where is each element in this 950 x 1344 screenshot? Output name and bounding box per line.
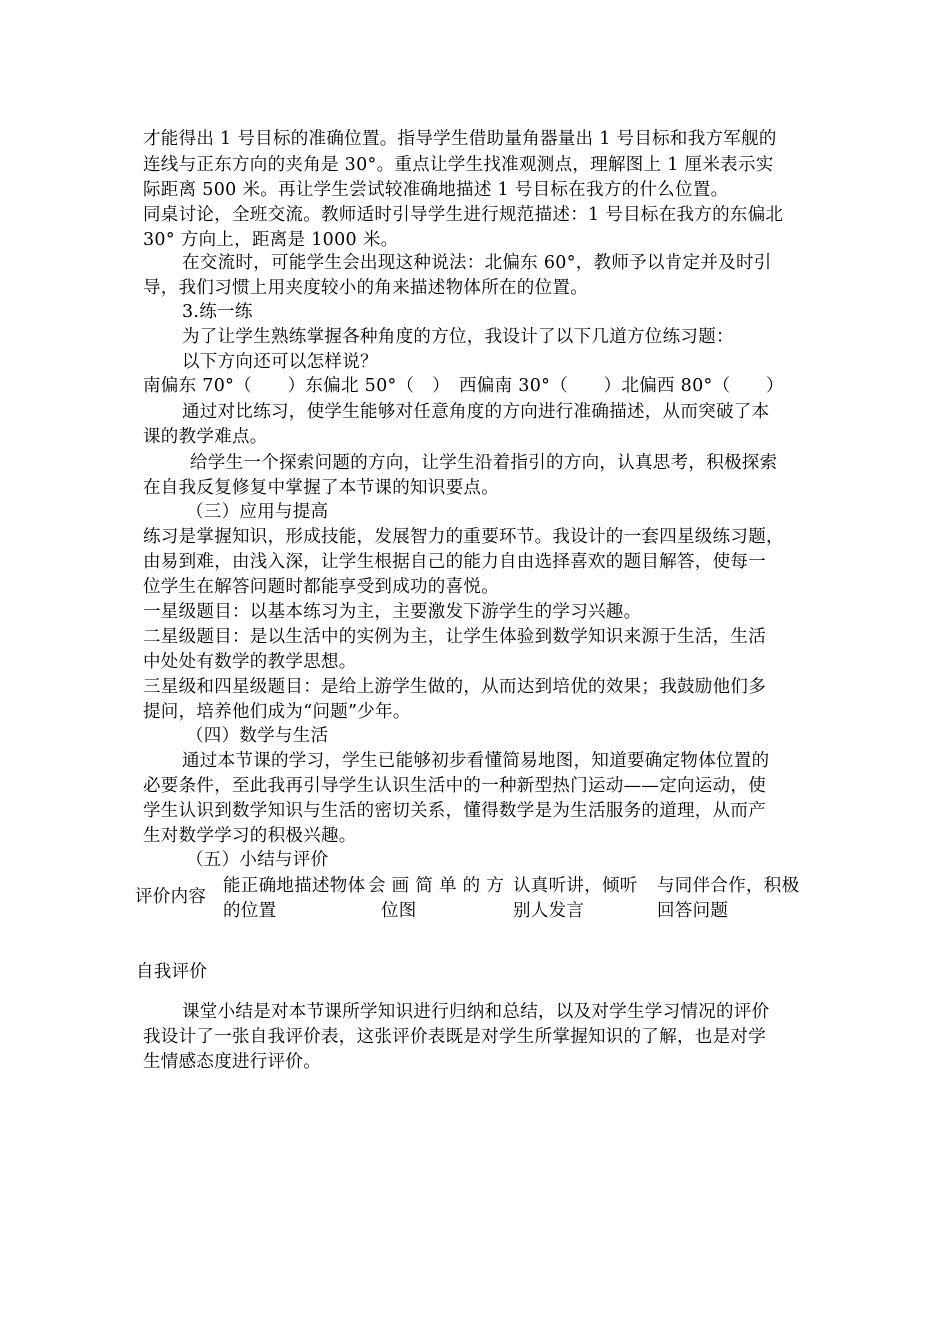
section-heading: 3.练一练: [182, 302, 253, 322]
section-heading: （五）小结与评价: [186, 850, 329, 870]
body-line: 练习是掌握知识，形成技能，发展智力的重要环节。我设计的一套四星级练习题，: [143, 527, 784, 547]
body-line: 通过对比练习，使学生能够对任意角度的方向进行准确描述，从而突破了本: [182, 402, 770, 422]
table-cell: 与同伴合作，积极: [657, 876, 800, 896]
body-line: 在交流时，可能学生会出现这种说法：北偏东 60°，教师予以肯定并及时引: [182, 253, 772, 273]
body-line: 在自我反复修复中掌握了本节课的知识要点。: [143, 478, 499, 498]
exercise-line: 南偏东 70°（ ）东偏北 50°（ ） 西偏南 30°（ ）北偏西 80°（ ）: [143, 376, 784, 396]
body-line: 同桌讨论，全班交流。教师适时引导学生进行规范描述：1 号目标在我方的东偏北: [143, 205, 784, 225]
section-heading: （四）数学与生活: [186, 726, 329, 746]
body-line: 学生认识到数学知识与生活的密切关系，懂得数学是为生活服务的道理，从而产: [143, 801, 766, 821]
body-line: 30° 方向上，距离是 1000 米。: [143, 230, 399, 250]
body-line: 才能得出 1 号目标的准确位置。指导学生借助量角器量出 1 号目标和我方军舰的: [143, 129, 777, 149]
body-line: 课的教学难点。: [143, 427, 268, 447]
body-line: 生情感态度进行评价。: [143, 1052, 321, 1072]
body-line: 由易到难，由浅入深，让学生根据自己的能力自由选择喜欢的题目解答，使每一: [143, 552, 766, 572]
table-cell: 认真听讲，倾听: [513, 876, 638, 896]
body-line: 必要条件，至此我再引导学生认识生活中的一种新型热门运动——定向运动，使: [143, 776, 766, 796]
body-line: 以下方向还可以怎样说？: [182, 352, 378, 372]
body-line: 为了让学生熟练掌握各种角度的方位，我设计了以下几道方位练习题：: [182, 327, 734, 347]
section-heading: （三）应用与提高: [186, 502, 329, 522]
body-line: 课堂小结是对本节课所学知识进行归纳和总结，以及对学生学习情况的评价: [182, 1002, 770, 1022]
table-cell: 会 画 简 单 的 方: [368, 876, 505, 896]
body-line: 提问，培养他们成为“问题”少年。: [143, 702, 411, 722]
body-line: 位学生在解答问题时都能享受到成功的喜悦。: [143, 577, 499, 597]
body-line: 际距离 500 米。再让学生尝试较准确地描述 1 号目标在我方的什么位置。: [143, 180, 729, 200]
body-line: 给学生一个探索问题的方向，让学生沿着指引的方向，认真思考，积极探索: [190, 453, 778, 473]
table-cell: 别人发言: [513, 901, 585, 921]
body-line: 我设计了一张自我评价表，这张评价表既是对学生所掌握知识的了解，也是对学: [143, 1027, 766, 1047]
body-line: 连线与正东方向的夹角是 30°。重点让学生找准观测点，理解图上 1 厘米表示实: [143, 155, 774, 175]
body-line: 一星级题目：以基本练习为主，主要激发下游学生的学习兴趣。: [143, 602, 642, 622]
body-line: 通过本节课的学习，学生已能够初步看懂简易地图，知道要确定物体位置的: [182, 751, 770, 771]
table-cell: 能正确地描述物体: [223, 876, 366, 896]
body-line: 中处处有数学的教学思想。: [143, 652, 357, 672]
table-cell: 回答问题: [657, 901, 729, 921]
body-line: 二星级题目：是以生活中的实例为主，让学生体验到数学知识来源于生活，生活: [143, 627, 766, 647]
table-header-cell: 评价内容: [135, 887, 207, 907]
table-cell: 位图: [381, 901, 417, 921]
body-line: 生对数学学习的积极兴趣。: [143, 826, 357, 846]
table-cell: 的位置: [223, 901, 277, 921]
evaluation-table: [135, 871, 825, 927]
subheading: 自我评价: [136, 962, 208, 982]
body-line: 导，我们习惯上用夹度较小的角来描述物体所在的位置。: [143, 278, 588, 298]
body-line: 三星级和四星级题目：是给上游学生做的，从而达到培优的效果；我鼓励他们多: [143, 677, 766, 697]
